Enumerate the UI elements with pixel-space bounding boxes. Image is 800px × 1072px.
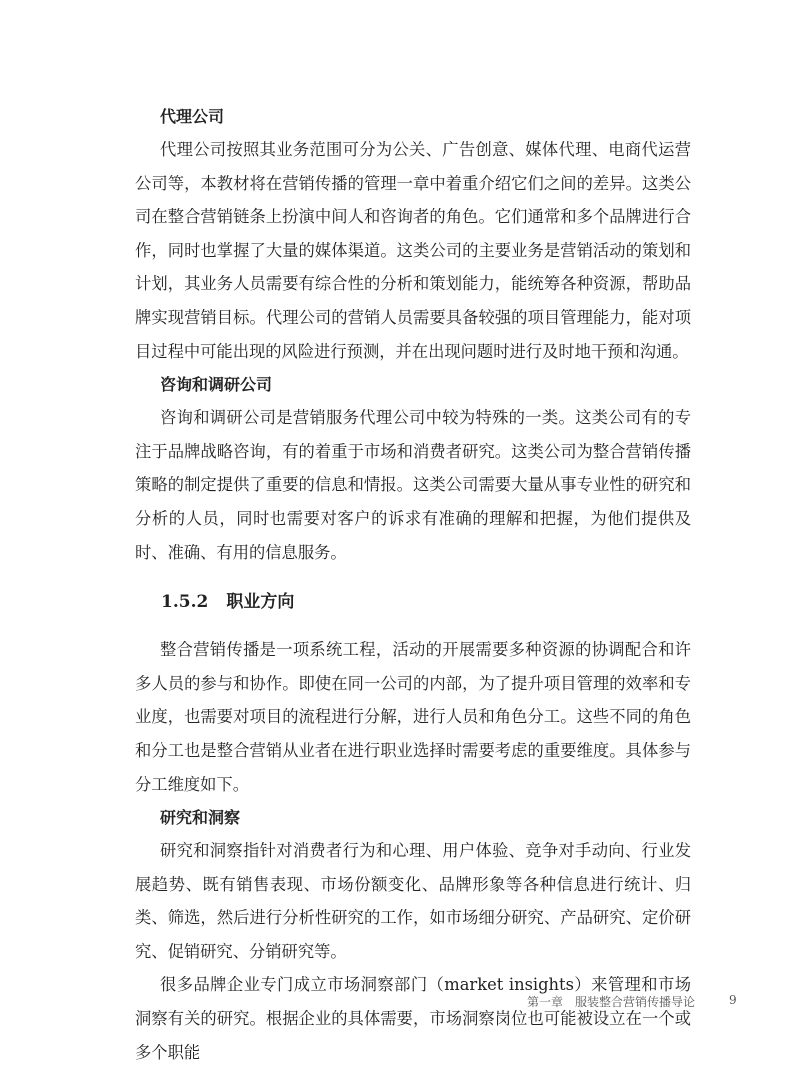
section-number: 1.5.2 [161, 592, 209, 613]
footer-chapter-title: 第一章 服装整合营销传播导论 [526, 995, 695, 1009]
page-footer [0, 993, 800, 1017]
paragraph-agency: 代理公司按照其业务范围可分为公关、广告创意、媒体代理、电商代运营公司等，本教材将在营销传播的管理一章中着重介绍它们之间的差异。这类公司在整合营销链条上扮演中间人和咨询者的角色。它们通常和多个品牌进行合作，同时也掌握了大量的媒体渠道。这类公司的主要业务是营销活动的策划和计划，其业务人员需要有综合性的分析和策划能力，能统筹各种资源，帮助品牌实现营销目标。代理公司的营销人员需要具备较强的项目管理能力，能对项目过程中可能出现的风险进行预测，并在出现问题时进行及时地干预和沟通。 [135, 140, 691, 361]
subheading-agency: 代理公司 [160, 107, 225, 126]
paragraph-research-1: 研究和洞察指针对消费者行为和心理、用户体验、竞争对手动向、行业发展趋势、既有销售表现、市场份额变化、品牌形象等各种信息进行统计、归类、筛选，然后进行分析性研究的工作，如市场细分研究、产品研究、定价研究、促销研究、分销研究等。 [135, 841, 691, 961]
paragraph-career: 整合营销传播是一项系统工程，活动的开展需要多种资源的协调配合和许多人员的参与和协作。即使在同一公司的内部，为了提升项目管理的效率和专业度，也需要对项目的流程进行分解，进行人员和角色分工。这些不同的角色和分工也是整合营销从业者在进行职业选择时需要考虑的重要维度。具体参与分工维度如下。 [135, 640, 691, 794]
subheading-research: 研究和洞察 [160, 808, 241, 828]
paragraph-research-2: 很多品牌企业专门成立市场洞察部门（market insights）来管理和市场洞察有关的研究。根据企业的具体需要，市场洞察岗位也可能被设立在一个或多个职能 [135, 975, 691, 1062]
subheading-consulting: 咨询和调研公司 [160, 375, 273, 395]
paragraph-consulting: 咨询和调研公司是营销服务代理公司中较为特殊的一类。这类公司有的专注于品牌战略咨询，有的着重于市场和消费者研究。这类公司为整合营销传播策略的制定提供了重要的信息和情报。这类公司需要大量从事专业性的研究和分析的人员，同时也需要对客户的诉求有准确的理解和把握，为他们提供及时、准确、有用的信息服务。 [135, 408, 691, 562]
page-number: 9 [729, 993, 737, 1007]
section-title-career [135, 585, 691, 619]
page-body [135, 100, 691, 1069]
section-title-text: 职业方向 [226, 592, 295, 613]
